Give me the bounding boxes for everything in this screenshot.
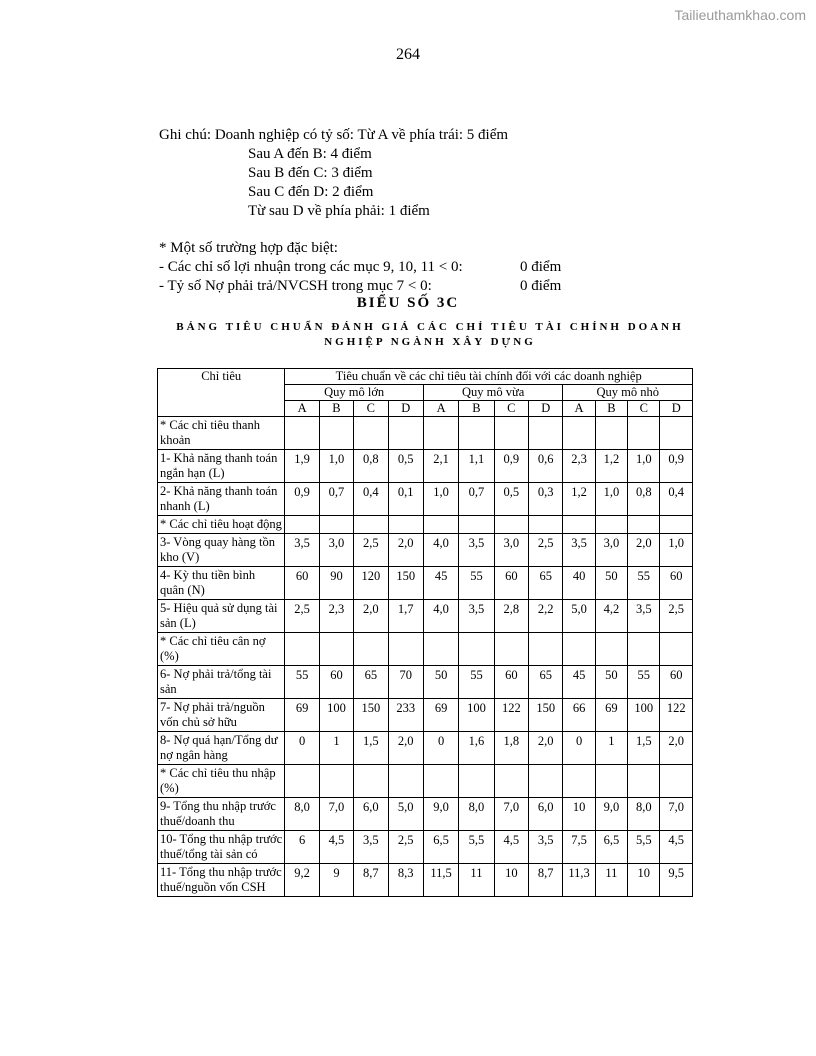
value-cell: 11,5 <box>423 864 458 897</box>
notes-intro: Ghi chú: Doanh nghiệp có tỷ số: Từ A về phía trái: 5 điểm <box>159 127 509 143</box>
value-cell: 3,5 <box>285 534 319 567</box>
value-cell <box>459 765 494 798</box>
special-cases <box>159 239 579 296</box>
value-cell: 2,0 <box>354 600 388 633</box>
value-cell: 50 <box>423 666 458 699</box>
value-cell: 8,0 <box>285 798 319 831</box>
value-cell <box>388 633 423 666</box>
value-cell: 7,0 <box>319 798 353 831</box>
table-body <box>158 417 693 897</box>
header-scale-small: Quy mô nhỏ <box>563 385 693 401</box>
indicator-label: 2- Khả năng thanh toán nhanh (L) <box>158 483 285 516</box>
value-cell: 0,9 <box>285 483 319 516</box>
value-cell: 1,2 <box>595 450 627 483</box>
value-cell: 7,5 <box>563 831 595 864</box>
value-cell <box>319 765 353 798</box>
special-title: * Một số trường hợp đặc biệt: <box>159 240 338 256</box>
value-cell: 0 <box>423 732 458 765</box>
table-row <box>158 534 693 567</box>
value-cell: 5,5 <box>459 831 494 864</box>
value-cell <box>529 633 563 666</box>
value-cell: 120 <box>354 567 388 600</box>
value-cell: 45 <box>563 666 595 699</box>
value-cell: 0,8 <box>354 450 388 483</box>
indicator-label: 7- Nợ phải trả/nguồn vốn chủ sở hữu <box>158 699 285 732</box>
table-row <box>158 699 693 732</box>
header-letter: D <box>388 401 423 417</box>
value-cell: 0,8 <box>628 483 660 516</box>
value-cell: 6,5 <box>595 831 627 864</box>
value-cell <box>563 765 595 798</box>
value-cell: 0,9 <box>660 450 693 483</box>
value-cell: 1,0 <box>595 483 627 516</box>
value-cell <box>459 516 494 534</box>
value-cell: 55 <box>628 567 660 600</box>
table-row <box>158 600 693 633</box>
table-row <box>158 732 693 765</box>
indicator-label: 6- Nợ phải trả/tổng tài sản <box>158 666 285 699</box>
value-cell <box>494 765 528 798</box>
value-cell: 60 <box>285 567 319 600</box>
header-letter: B <box>459 401 494 417</box>
header-scale-large: Quy mô lớn <box>285 385 424 401</box>
value-cell <box>285 765 319 798</box>
value-cell: 69 <box>285 699 319 732</box>
value-cell: 9 <box>319 864 353 897</box>
value-cell: 4,2 <box>595 600 627 633</box>
value-cell: 65 <box>529 666 563 699</box>
value-cell <box>319 516 353 534</box>
table-row <box>158 516 693 534</box>
special-case-points: 0 điểm <box>520 278 562 294</box>
value-cell: 1,9 <box>285 450 319 483</box>
indicator-label: 1- Khả năng thanh toán ngắn hạn (L) <box>158 450 285 483</box>
header-letter: A <box>423 401 458 417</box>
value-cell: 1,8 <box>494 732 528 765</box>
value-cell <box>628 765 660 798</box>
value-cell <box>529 765 563 798</box>
value-cell: 150 <box>388 567 423 600</box>
value-cell: 5,0 <box>563 600 595 633</box>
header-letter: C <box>628 401 660 417</box>
value-cell: 2,5 <box>285 600 319 633</box>
value-cell <box>459 633 494 666</box>
value-cell <box>423 633 458 666</box>
value-cell: 8,3 <box>388 864 423 897</box>
value-cell: 4,5 <box>319 831 353 864</box>
criteria-table <box>157 368 693 897</box>
value-cell: 150 <box>529 699 563 732</box>
value-cell <box>563 633 595 666</box>
value-cell: 4,0 <box>423 534 458 567</box>
table-row <box>158 798 693 831</box>
value-cell: 0,4 <box>660 483 693 516</box>
table-row <box>158 765 693 798</box>
header-letter: A <box>563 401 595 417</box>
value-cell: 11,3 <box>563 864 595 897</box>
value-cell <box>285 633 319 666</box>
value-cell <box>354 417 388 450</box>
value-cell: 3,5 <box>628 600 660 633</box>
value-cell: 5,5 <box>628 831 660 864</box>
table-row <box>158 450 693 483</box>
value-cell: 2,0 <box>529 732 563 765</box>
value-cell: 1,0 <box>628 450 660 483</box>
value-cell <box>529 417 563 450</box>
value-cell: 122 <box>494 699 528 732</box>
value-cell: 69 <box>595 699 627 732</box>
value-cell: 4,5 <box>494 831 528 864</box>
table-row <box>158 666 693 699</box>
value-cell: 65 <box>529 567 563 600</box>
value-cell: 60 <box>494 567 528 600</box>
value-cell: 3,5 <box>459 600 494 633</box>
table-row <box>158 567 693 600</box>
value-cell: 6,0 <box>354 798 388 831</box>
header-letter: A <box>285 401 319 417</box>
value-cell: 9,2 <box>285 864 319 897</box>
value-cell: 11 <box>459 864 494 897</box>
special-case-text: - Các chỉ số lợi nhuận trong các mục 9, 10, 11 < 0: <box>159 259 463 275</box>
value-cell: 8,7 <box>354 864 388 897</box>
value-cell: 1 <box>319 732 353 765</box>
value-cell <box>595 633 627 666</box>
value-cell: 60 <box>660 666 693 699</box>
value-cell: 9,0 <box>423 798 458 831</box>
value-cell: 233 <box>388 699 423 732</box>
value-cell <box>354 633 388 666</box>
value-cell <box>388 516 423 534</box>
value-cell <box>388 765 423 798</box>
value-cell: 3,5 <box>529 831 563 864</box>
value-cell <box>494 417 528 450</box>
value-cell <box>285 417 319 450</box>
value-cell: 0 <box>285 732 319 765</box>
value-cell: 0,6 <box>529 450 563 483</box>
value-cell: 2,0 <box>388 534 423 567</box>
value-cell: 3,0 <box>494 534 528 567</box>
value-cell: 70 <box>388 666 423 699</box>
value-cell: 2,3 <box>319 600 353 633</box>
value-cell: 1,2 <box>563 483 595 516</box>
value-cell: 10 <box>628 864 660 897</box>
value-cell: 7,0 <box>660 798 693 831</box>
header-standard: Tiêu chuẩn về các chỉ tiêu tài chính đối với các doanh nghiệp <box>285 369 693 385</box>
value-cell: 0,4 <box>354 483 388 516</box>
value-cell <box>595 516 627 534</box>
value-cell: 1,7 <box>388 600 423 633</box>
value-cell: 1,1 <box>459 450 494 483</box>
value-cell <box>285 516 319 534</box>
value-cell <box>494 516 528 534</box>
note-line: Từ sau D về phía phải: 1 điểm <box>248 203 430 219</box>
value-cell <box>388 417 423 450</box>
value-cell: 2,0 <box>388 732 423 765</box>
header-letter: B <box>319 401 353 417</box>
value-cell: 2,5 <box>388 831 423 864</box>
value-cell: 9,0 <box>595 798 627 831</box>
value-cell: 10 <box>563 798 595 831</box>
value-cell <box>423 765 458 798</box>
indicator-label: 5- Hiệu quả sử dụng tài sản (L) <box>158 600 285 633</box>
value-cell: 69 <box>423 699 458 732</box>
value-cell: 3,0 <box>319 534 353 567</box>
value-cell <box>494 633 528 666</box>
value-cell: 60 <box>319 666 353 699</box>
header-letter: D <box>529 401 563 417</box>
value-cell: 55 <box>459 666 494 699</box>
header-indicator: Chỉ tiêu <box>158 369 285 417</box>
value-cell: 8,0 <box>628 798 660 831</box>
value-cell: 2,1 <box>423 450 458 483</box>
header-letter: B <box>595 401 627 417</box>
value-cell: 3,5 <box>563 534 595 567</box>
value-cell: 150 <box>354 699 388 732</box>
value-cell: 60 <box>494 666 528 699</box>
value-cell <box>595 417 627 450</box>
value-cell <box>529 516 563 534</box>
value-cell <box>423 417 458 450</box>
value-cell: 2,3 <box>563 450 595 483</box>
value-cell: 50 <box>595 567 627 600</box>
value-cell: 55 <box>459 567 494 600</box>
value-cell: 1,5 <box>628 732 660 765</box>
value-cell: 2,5 <box>529 534 563 567</box>
value-cell: 0,7 <box>459 483 494 516</box>
value-cell: 3,0 <box>595 534 627 567</box>
indicator-label: * Các chỉ tiêu thu nhập (%) <box>158 765 285 798</box>
special-case-points: 0 điểm <box>520 259 562 275</box>
value-cell: 45 <box>423 567 458 600</box>
value-cell: 0,9 <box>494 450 528 483</box>
value-cell <box>563 417 595 450</box>
value-cell <box>595 765 627 798</box>
value-cell: 5,0 <box>388 798 423 831</box>
value-cell: 100 <box>628 699 660 732</box>
header-letter: D <box>660 401 693 417</box>
table-row <box>158 864 693 897</box>
value-cell: 2,8 <box>494 600 528 633</box>
value-cell: 3,5 <box>354 831 388 864</box>
value-cell: 0,7 <box>319 483 353 516</box>
table-row <box>158 483 693 516</box>
table-row <box>158 633 693 666</box>
indicator-label: 10- Tổng thu nhập trước thuế/tổng tài sản có <box>158 831 285 864</box>
indicator-label: * Các chỉ tiêu thanh khoản <box>158 417 285 450</box>
indicator-label: 9- Tổng thu nhập trước thuế/doanh thu <box>158 798 285 831</box>
value-cell <box>563 516 595 534</box>
special-case <box>159 277 579 296</box>
value-cell: 122 <box>660 699 693 732</box>
page-number: 264 <box>396 46 420 63</box>
value-cell: 1,5 <box>354 732 388 765</box>
header-scale-medium: Quy mô vừa <box>423 385 563 401</box>
value-cell <box>319 417 353 450</box>
value-cell: 0,1 <box>388 483 423 516</box>
value-cell: 40 <box>563 567 595 600</box>
indicator-label: 3- Vòng quay hàng tồn kho (V) <box>158 534 285 567</box>
value-cell: 55 <box>628 666 660 699</box>
value-cell <box>459 417 494 450</box>
value-cell: 50 <box>595 666 627 699</box>
table-row <box>158 831 693 864</box>
value-cell <box>354 765 388 798</box>
value-cell <box>319 633 353 666</box>
value-cell: 7,0 <box>494 798 528 831</box>
value-cell <box>423 516 458 534</box>
value-cell: 2,2 <box>529 600 563 633</box>
value-cell <box>660 633 693 666</box>
value-cell: 8,0 <box>459 798 494 831</box>
value-cell: 55 <box>285 666 319 699</box>
value-cell: 65 <box>354 666 388 699</box>
value-cell: 6,0 <box>529 798 563 831</box>
table-heading: BIỂU SỐ 3C <box>356 295 460 311</box>
value-cell: 0,3 <box>529 483 563 516</box>
value-cell: 90 <box>319 567 353 600</box>
value-cell <box>628 633 660 666</box>
value-cell: 0 <box>563 732 595 765</box>
value-cell: 1,0 <box>319 450 353 483</box>
value-cell: 0,5 <box>494 483 528 516</box>
value-cell: 100 <box>319 699 353 732</box>
value-cell: 0,5 <box>388 450 423 483</box>
value-cell: 1,6 <box>459 732 494 765</box>
value-cell: 1,0 <box>660 534 693 567</box>
value-cell: 66 <box>563 699 595 732</box>
indicator-label: 8- Nợ quá hạn/Tổng dư nợ ngân hàng <box>158 732 285 765</box>
value-cell: 11 <box>595 864 627 897</box>
watermark: Tailieuthamkhao.com <box>674 7 806 23</box>
value-cell: 1 <box>595 732 627 765</box>
indicator-label: * Các chỉ tiêu hoạt động <box>158 516 285 534</box>
special-case <box>159 258 579 277</box>
indicator-label: 4- Kỳ thu tiền bình quân (N) <box>158 567 285 600</box>
special-case-text: - Tỷ số Nợ phải trả/NVCSH trong mục 7 < 0: <box>159 278 432 294</box>
table-row <box>158 417 693 450</box>
header-letter: C <box>354 401 388 417</box>
value-cell: 4,5 <box>660 831 693 864</box>
table-subheading: BẢNG TIÊU CHUẨN ĐÁNH GIÁ CÁC CHỈ TIÊU TÀI CHÍNH DOANH NGHIỆP NGÀNH XÂY DỰNG <box>176 321 684 348</box>
value-cell: 2,0 <box>628 534 660 567</box>
value-cell: 6,5 <box>423 831 458 864</box>
scoring-notes <box>159 126 508 221</box>
value-cell <box>628 516 660 534</box>
indicator-label: 11- Tổng thu nhập trước thuế/nguồn vốn CSH <box>158 864 285 897</box>
value-cell: 2,0 <box>660 732 693 765</box>
note-line: Sau B đến C: 3 điểm <box>248 165 373 181</box>
value-cell: 100 <box>459 699 494 732</box>
indicator-label: * Các chỉ tiêu cân nợ (%) <box>158 633 285 666</box>
note-line: Sau C đến D: 2 điểm <box>248 184 374 200</box>
value-cell: 2,5 <box>354 534 388 567</box>
value-cell: 8,7 <box>529 864 563 897</box>
value-cell: 1,0 <box>423 483 458 516</box>
value-cell: 10 <box>494 864 528 897</box>
value-cell <box>354 516 388 534</box>
value-cell: 6 <box>285 831 319 864</box>
value-cell: 3,5 <box>459 534 494 567</box>
value-cell: 2,5 <box>660 600 693 633</box>
note-line: Sau A đến B: 4 điểm <box>248 146 372 162</box>
value-cell <box>660 417 693 450</box>
value-cell: 4,0 <box>423 600 458 633</box>
value-cell <box>660 765 693 798</box>
value-cell: 9,5 <box>660 864 693 897</box>
value-cell: 60 <box>660 567 693 600</box>
value-cell <box>628 417 660 450</box>
header-letter: C <box>494 401 528 417</box>
value-cell <box>660 516 693 534</box>
